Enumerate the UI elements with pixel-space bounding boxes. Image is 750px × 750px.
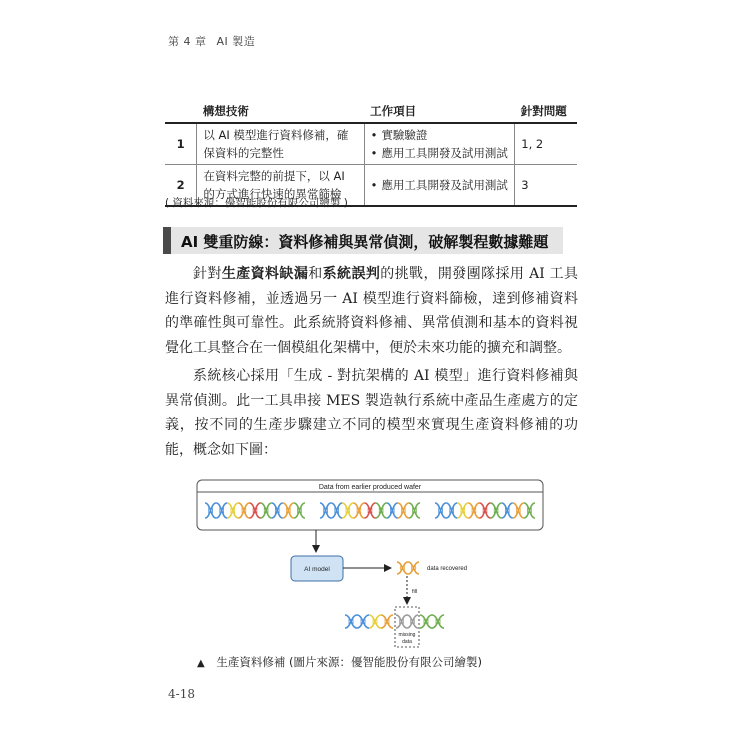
caption-text: 生產資料修補 (圖片來源：優智能股份有限公司繪製) xyxy=(216,655,482,669)
table-row xyxy=(165,123,577,165)
row-work xyxy=(364,165,515,207)
tech-table xyxy=(165,101,577,207)
chapter-title: AI 製造 xyxy=(216,35,256,48)
section-heading xyxy=(163,227,563,254)
figure-data-repair xyxy=(195,478,545,653)
work-item: • 實驗驗證 xyxy=(371,126,509,144)
col-header-work: 工作項目 xyxy=(364,101,515,123)
dna-recovered-segment xyxy=(397,562,419,574)
table-source-note: ( 資料來源：優智能股份有限公司繪製 ) xyxy=(165,197,348,209)
paragraph-1 xyxy=(165,262,578,361)
col-header-issue: 針對問題 xyxy=(515,101,577,123)
row-number: 1 xyxy=(165,123,197,165)
para1-text-pre: 針對 xyxy=(193,266,222,282)
para1-text-post: 的挑戰，開發團隊採用 AI 工具進行資料修補，並透過另一 AI 模型進行資料篩檢，達到修補資料的準確性與可靠性。此系統將資料修補、異常偵測和基本的資料視覺化工具整合在一個模組化架構中，便於未來功能的擴充和調整。 xyxy=(165,266,579,357)
dna-bottom-right xyxy=(420,615,444,628)
running-header xyxy=(168,33,255,49)
dna-bottom-row xyxy=(345,615,444,628)
page-number: 4-18 xyxy=(168,687,195,701)
work-item: • 應用工具開發及試用測試 xyxy=(371,144,509,162)
work-item: • 應用工具開發及試用測試 xyxy=(371,176,509,194)
row-work xyxy=(364,123,515,165)
section-bar xyxy=(163,227,171,254)
data-repair-diagram xyxy=(195,478,545,653)
row-tech: 以 AI 模型進行資料修補，確保資料的完整性 xyxy=(197,123,364,165)
para1-bold-misjudgment: 系統誤判 xyxy=(322,266,381,282)
ai-model-label: AI model xyxy=(304,566,330,573)
row-tech: 在資料完整的前提下，以 AI 的方式進行快速的異常篩檢 xyxy=(197,165,364,207)
table-header-row xyxy=(165,101,577,123)
triangle-icon: ▲ xyxy=(197,658,205,669)
chapter-label: 第 4 章 xyxy=(168,35,207,48)
dna-missing-segment xyxy=(396,615,418,628)
section-title: AI 雙重防線：資料修補與異常偵測，破解製程數據難題 xyxy=(181,233,549,251)
dna-bottom-left xyxy=(345,615,393,628)
col-header-no xyxy=(165,101,197,123)
para1-bold-missing-data: 生產資料缺漏 xyxy=(221,266,309,282)
recovered-label: data recovered xyxy=(427,566,468,572)
col-header-tech: 構想技術 xyxy=(197,101,364,123)
row-number: 2 xyxy=(165,165,197,207)
missing-label-line1: missing xyxy=(398,632,416,638)
missing-label-line2: data xyxy=(402,639,412,645)
dna-recovered xyxy=(397,562,419,574)
paragraph-2: 系統核心採用「生成 - 對抗架構的 AI 模型」進行資料修補與異常偵測。此一工具串接 MES 製造執行系統中產品生產處方的定義，按不同的生產步驟建立不同的模型來實現生產資料修補的功能，概念如下圖： xyxy=(165,368,578,459)
row-issue: 3 xyxy=(515,165,577,207)
data-box-header: Data from earlier produced wafer xyxy=(318,484,422,491)
para1-text-mid: 和 xyxy=(308,266,323,282)
row-issue: 1, 2 xyxy=(515,123,577,165)
figure-caption xyxy=(197,654,482,670)
fill-label: fill xyxy=(412,589,418,595)
